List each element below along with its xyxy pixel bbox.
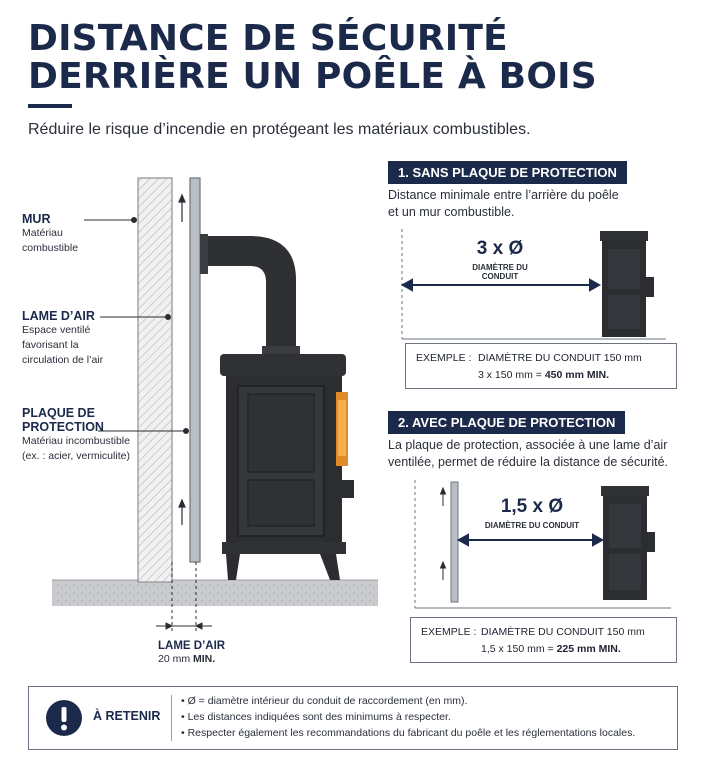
exclamation-icon	[45, 699, 83, 737]
section2-text	[388, 437, 668, 471]
page-subtitle: Réduire le risque d’incendie en protégeant les matériaux combustibles.	[28, 121, 531, 138]
page-title	[28, 20, 597, 96]
label-bottom-air-gap	[158, 640, 225, 667]
section1-example-calc: 3 x 150 mm =	[478, 369, 545, 381]
section2-text-line: La plaque de protection, associée à une lame d’air	[388, 438, 668, 452]
label-air-gap-desc: favorisant la	[22, 339, 79, 351]
floor	[52, 580, 378, 606]
section2-badge: 2. AVEC PLAQUE DE PROTECTION	[388, 411, 625, 434]
label-wall	[22, 212, 78, 256]
section1-distance-value: 3 x Ø	[476, 238, 524, 259]
section2-airflow-arrows	[441, 488, 446, 580]
section1-example-label: EXEMPLE :	[416, 352, 472, 364]
reminder-item: • Ø = diamètre intérieur du conduit de raccordement (en mm).	[181, 695, 468, 707]
section1-stove-icon	[600, 231, 654, 337]
section1-example-result: 450 mm MIN.	[544, 369, 610, 381]
label-plate-title: PLAQUE DE	[22, 406, 95, 420]
section2-example-result: 225 mm MIN.	[556, 643, 621, 655]
bottom-air-gap-title: LAME D’AIR	[158, 640, 226, 652]
reminder-list	[181, 693, 635, 741]
reminder-box	[28, 686, 678, 750]
title-line-1: DISTANCE DE SÉCURITÉ	[28, 18, 508, 59]
wall	[138, 178, 172, 582]
bottom-air-gap-min: MIN.	[193, 653, 216, 665]
section1-example-line1: DIAMÈTRE DU CONDUIT 150 mm	[478, 352, 642, 364]
section1-distance-caption: DIAMÈTRE DU CONDUIT	[472, 263, 528, 281]
reminder-title: À RETENIR	[93, 709, 161, 723]
label-wall-title: MUR	[22, 212, 51, 226]
title-underline	[28, 104, 72, 108]
section1-distance-label	[455, 238, 545, 281]
label-air-gap-desc: circulation de l’air	[22, 354, 104, 366]
stove	[220, 354, 354, 580]
label-air-gap-title: LAME D’AIR	[22, 309, 95, 323]
section2-distance-label	[482, 496, 582, 530]
reminder-item: • Respecter également les recommandations du fabricant du poêle et les réglementations locales.	[181, 727, 636, 739]
section2-example-line1: DIAMÈTRE DU CONDUIT 150 mm	[481, 626, 645, 638]
stove-pipe	[200, 234, 300, 356]
label-air-gap	[22, 309, 103, 368]
section1-text-line: Distance minimale entre l’arrière du poêle	[388, 188, 619, 202]
label-protection-plate	[22, 406, 130, 464]
section1-distance-arrow	[403, 280, 599, 290]
section2-plate	[451, 482, 458, 602]
section2-distance-arrow	[459, 535, 602, 545]
reminder-divider	[171, 695, 172, 741]
section2-stove-icon	[601, 486, 655, 600]
section2-example-box	[410, 617, 677, 663]
reminder-item: • Les distances indiquées sont des minimums à respecter.	[181, 711, 451, 723]
label-plate-desc: Matériau incombustible	[22, 435, 130, 447]
label-air-gap-desc: Espace ventilé	[22, 324, 91, 336]
section1-example-box	[405, 343, 677, 389]
section2-example-calc: 1,5 x 150 mm =	[481, 643, 557, 655]
airflow-arrows	[179, 195, 185, 525]
section1-text	[388, 187, 619, 221]
label-plate-desc: (ex. : acier, vermiculite)	[22, 450, 130, 462]
section2-text-line: ventilée, permet de réduire la distance de sécurité.	[388, 455, 669, 469]
label-plate-title: PROTECTION	[22, 420, 104, 434]
section2-example-label: EXEMPLE :	[421, 626, 477, 638]
label-wall-desc: Matériau	[22, 227, 63, 239]
section1-badge: 1. SANS PLAQUE DE PROTECTION	[388, 161, 627, 184]
title-line-2: DERRIÈRE UN POÊLE À BOIS	[28, 56, 597, 97]
section2-distance-caption: DIAMÈTRE DU CONDUIT	[484, 521, 580, 530]
protection-plate	[190, 178, 200, 562]
label-wall-desc: combustible	[22, 242, 79, 254]
section2-distance-value: 1,5 x Ø	[500, 496, 564, 517]
bottom-air-gap-value: 20 mm	[158, 653, 194, 665]
section1-text-line: et un mur combustible.	[388, 205, 515, 219]
